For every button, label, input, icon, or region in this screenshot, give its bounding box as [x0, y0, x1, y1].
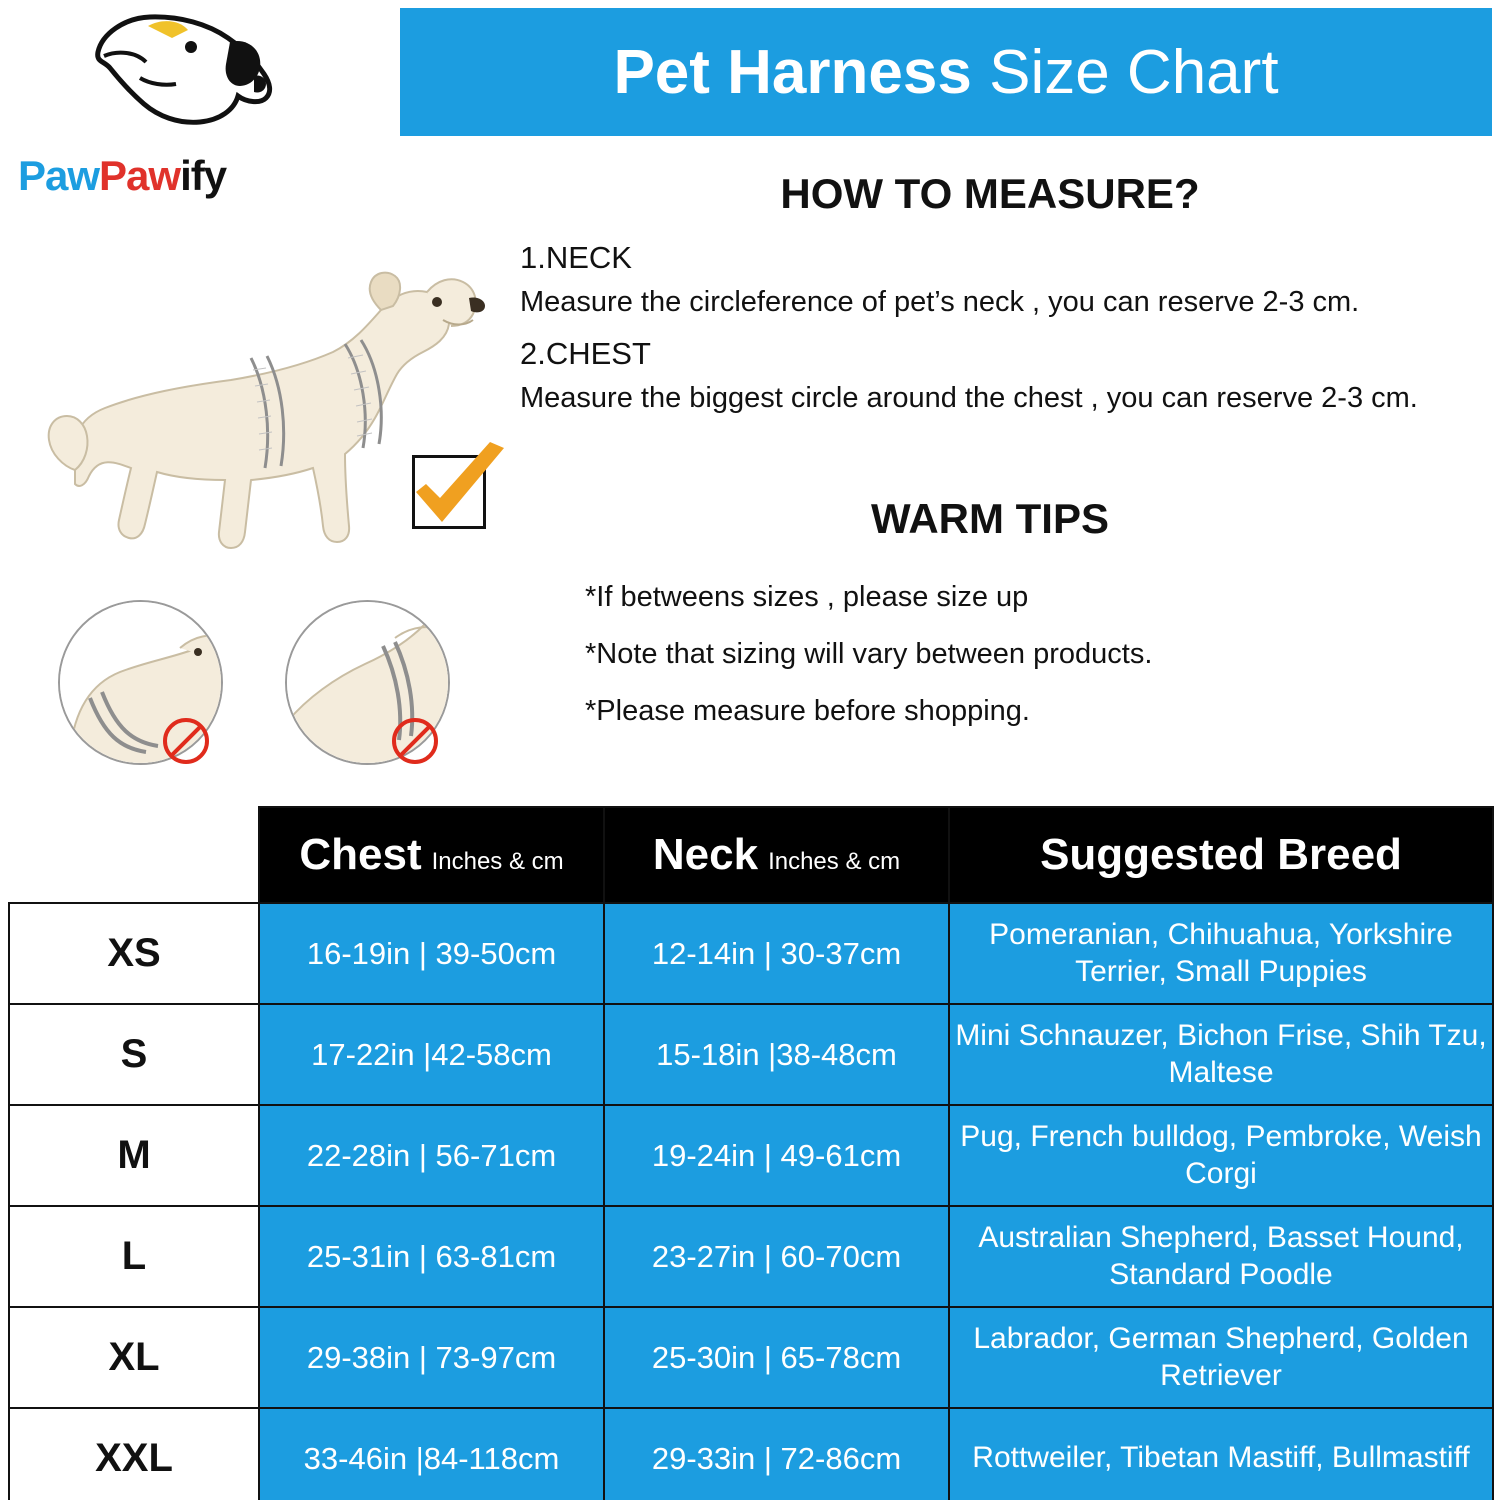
page-title-light: Size Chart	[989, 37, 1279, 107]
row-chest-xs: 16-19in | 39-50cm	[259, 903, 604, 1004]
prohibited-icon-2	[392, 718, 438, 764]
check-mark-icon	[404, 440, 514, 540]
row-chest-xxl: 33-46in |84-118cm	[259, 1408, 604, 1500]
measure-text-neck: Measure the circleference of pet’s neck , you can reserve 2-3 cm.	[520, 286, 1360, 318]
row-neck-m: 19-24in | 49-61cm	[604, 1105, 949, 1206]
row-chest-xl: 29-38in | 73-97cm	[259, 1307, 604, 1408]
warm-tip-line-2: *Note that sizing will vary between products.	[585, 637, 1153, 670]
table-row	[9, 1105, 1493, 1206]
table-row	[9, 1206, 1493, 1307]
row-size-m: M	[9, 1105, 259, 1206]
header-banner	[400, 8, 1492, 136]
row-size-xxl: XXL	[9, 1408, 259, 1500]
warm-tip-line-1: *If betweens sizes , please size up	[585, 581, 1029, 613]
row-chest-l: 25-31in | 63-81cm	[259, 1206, 604, 1307]
measure-text-chest: Measure the biggest circle around the chest , you can reserve 2-3 cm.	[520, 382, 1418, 415]
table-row	[9, 1004, 1493, 1105]
size-chart-table	[8, 806, 1494, 1500]
brand-name-part1: Paw	[18, 152, 100, 199]
header-neck-main: Neck	[652, 830, 759, 879]
row-size-s: S	[9, 1004, 259, 1105]
row-neck-s: 15-18in |38-48cm	[604, 1004, 949, 1105]
table-header-row	[9, 807, 1493, 903]
row-size-xl: XL	[9, 1307, 259, 1408]
dog-head-icon	[88, 12, 278, 137]
measure-label-chest: 2.CHEST	[520, 336, 651, 372]
row-neck-xl: 25-30in | 65-78cm	[604, 1307, 949, 1408]
row-neck-xs: 12-14in | 30-37cm	[604, 903, 949, 1004]
header-cell-neck	[604, 807, 949, 903]
header-cell-chest	[259, 807, 604, 903]
header-cell-breed	[949, 807, 1493, 903]
row-size-xs: XS	[9, 903, 259, 1004]
header-chest-sub: Inches & cm	[431, 848, 564, 875]
brand-logo	[10, 12, 390, 222]
how-to-measure-title: HOW TO MEASURE?	[780, 170, 1200, 217]
row-breed-l: Australian Shepherd, Basset Hound, Standard Poodle	[949, 1206, 1493, 1307]
measure-label-neck: 1.NECK	[520, 240, 632, 275]
header-breed-main: Suggested Breed	[1040, 830, 1402, 879]
row-neck-xxl: 29-33in | 72-86cm	[604, 1408, 949, 1500]
table-row	[9, 903, 1493, 1004]
row-chest-m: 22-28in | 56-71cm	[259, 1105, 604, 1206]
row-breed-xs: Pomeranian, Chihuahua, Yorkshire Terrier, Small Puppies	[949, 903, 1493, 1004]
brand-name-part2: Paw	[99, 152, 181, 199]
header-chest-main: Chest	[299, 830, 422, 879]
row-chest-s: 17-22in |42-58cm	[259, 1004, 604, 1105]
warm-tips-title: WARM TIPS	[871, 495, 1109, 542]
row-breed-m: Pug, French bulldog, Pembroke, Weish Corgi	[949, 1105, 1493, 1206]
row-size-l: L	[9, 1206, 259, 1307]
row-neck-l: 23-27in | 60-70cm	[604, 1206, 949, 1307]
row-breed-s: Mini Schnauzer, Bichon Frise, Shih Tzu, Maltese	[949, 1004, 1493, 1105]
warm-tip-line-3: *Please measure before shopping.	[585, 694, 1030, 727]
table-row	[9, 1307, 1493, 1408]
page-title-bold: Pet Harness	[613, 37, 990, 107]
header-cell-size	[9, 807, 259, 903]
prohibited-icon-1	[163, 718, 209, 764]
header-neck-sub: Inches & cm	[768, 848, 901, 875]
how-to-measure-block	[520, 240, 1480, 433]
row-breed-xxl: Rottweiler, Tibetan Mastiff, Bullmastiff	[949, 1408, 1493, 1500]
brand-name-part3: ify	[180, 152, 227, 199]
row-breed-xl: Labrador, German Shepherd, Golden Retriever	[949, 1307, 1493, 1408]
brand-name	[18, 152, 308, 200]
warm-tips-block	[585, 580, 1485, 750]
table-row	[9, 1408, 1493, 1500]
page-title	[613, 37, 1278, 108]
